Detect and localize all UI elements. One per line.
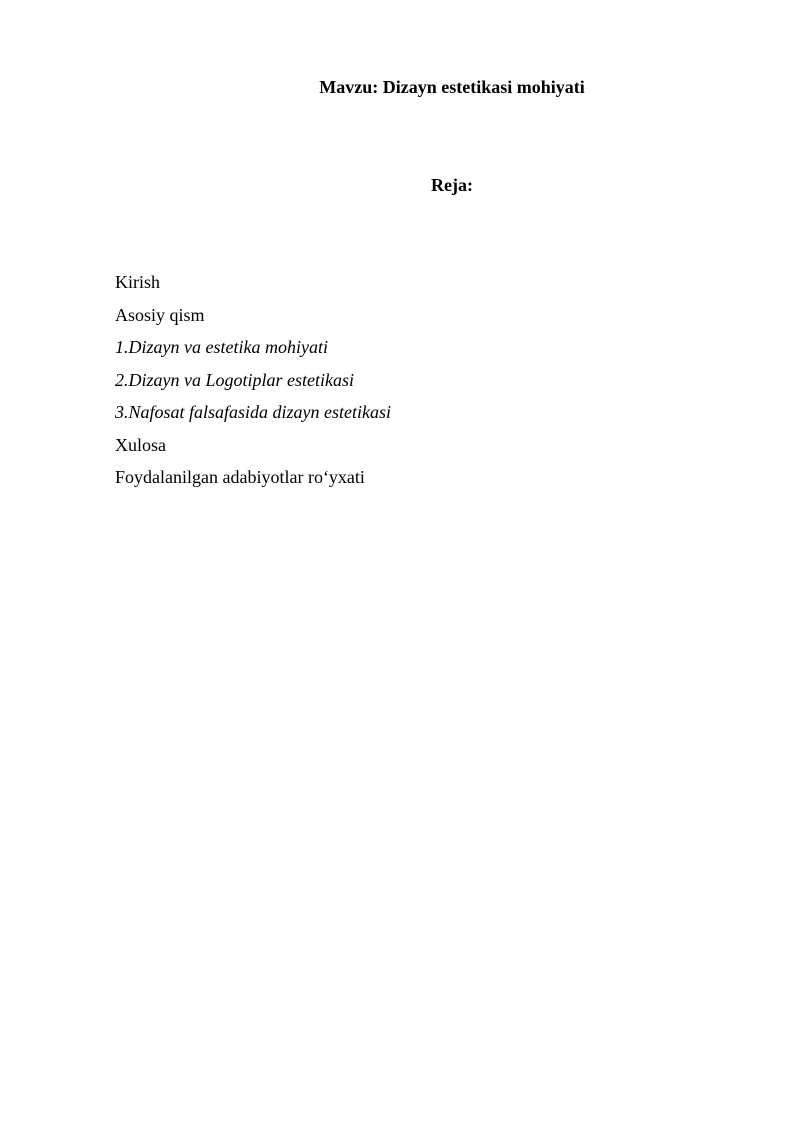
plan-item-conclusion: Xulosa [115,434,166,455]
plan-item-introduction: Kirish [115,272,160,292]
plan-item-references: Foydalanilgan adabiyotlar ro‘yxati [115,467,365,487]
document-title: Mavzu: Dizayn estetikasi mohiyati [319,77,585,97]
plan-item-section-2: 2.Dizayn va Logotiplar estetikasi [115,369,354,390]
plan-item-section-3: 3.Nafosat falsafasida dizayn estetikasi [115,402,392,422]
plan-heading: Reja: [431,175,473,195]
plan-item-section-1: 1.Dizayn va estetika mohiyati [115,337,328,357]
plan-item-main-part: Asosiy qism [115,304,205,325]
plan-list [115,268,391,496]
